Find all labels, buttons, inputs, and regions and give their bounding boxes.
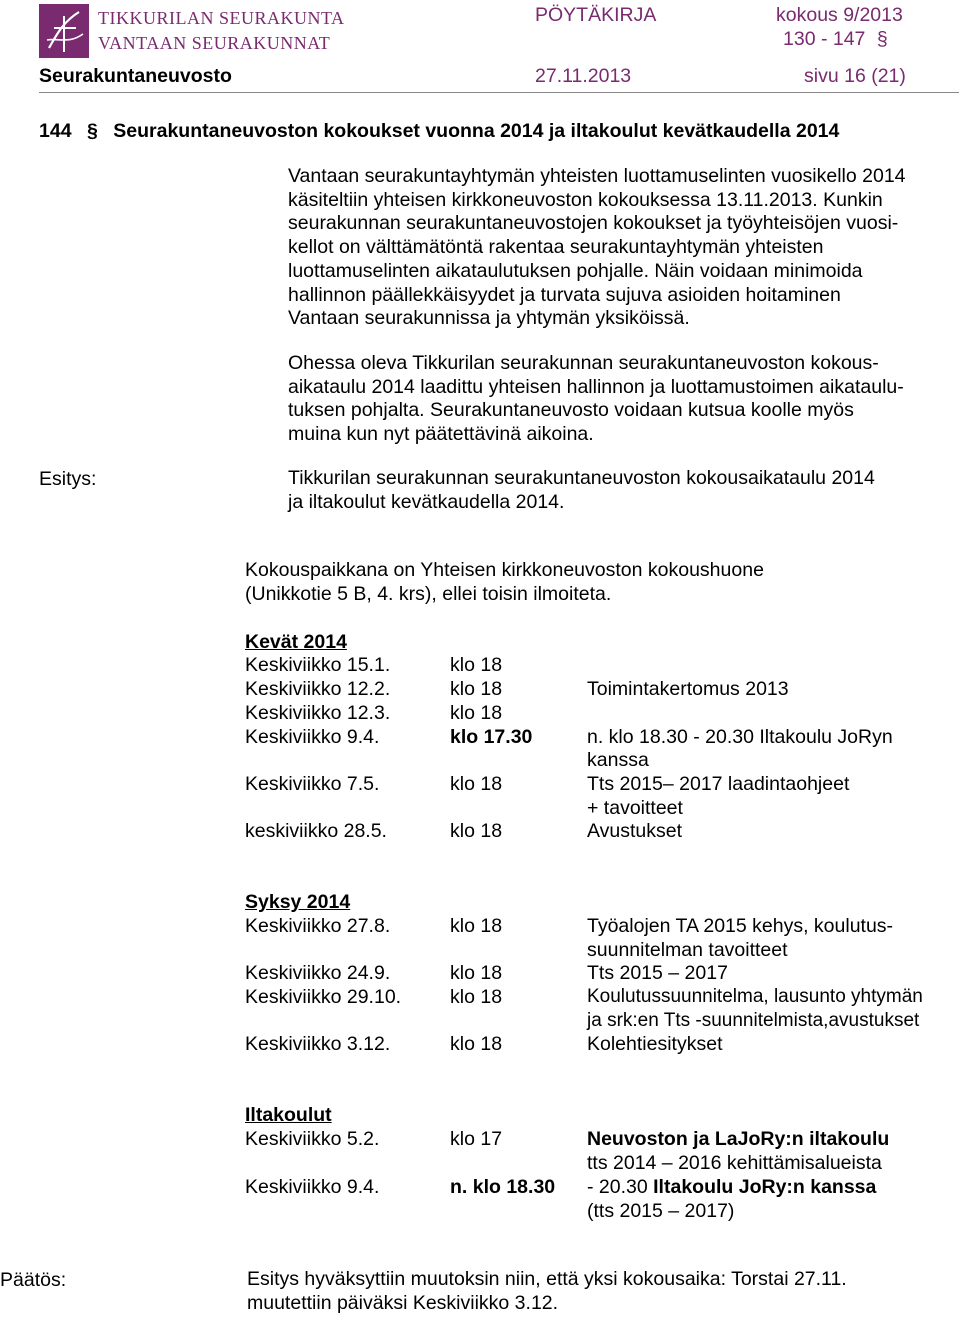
evening-time: n. klo 18.30	[450, 1176, 556, 1198]
text-line: Esitys hyväksyttiin muutoksin niin, että yksi kokousaika: Torstai 27.11.	[247, 1268, 847, 1290]
venue-text	[245, 559, 764, 606]
evening-day: Keskiviikko 9.4.	[245, 1176, 380, 1198]
logo-text-line1: TIKKURILAN SEURAKUNTA	[98, 8, 345, 28]
parish-logo-icon	[39, 4, 89, 58]
spring-day: keskiviikko 28.5.	[245, 820, 387, 842]
text-line: (Unikkotie 5 B, 4. krs), ellei toisin ilmoiteta.	[245, 582, 612, 605]
text-line: seurakunnan seurakuntaneuvostojen kokoukset ja työyhteisöjen vuosi-	[288, 212, 899, 235]
doc-type: PÖYTÄKIRJA	[535, 4, 657, 26]
decision-text	[247, 1268, 847, 1315]
spring-note-cont: + tavoitteet	[587, 797, 683, 819]
autumn-day: Keskiviikko 29.10.	[245, 986, 402, 1008]
spring-day: Keskiviikko 15.1.	[245, 654, 391, 676]
text-line: muina kun nyt päätettävinä aikoina.	[288, 423, 594, 446]
text-line: Kokouspaikkana on Yhteisen kirkkoneuvoston kokoushuone	[245, 559, 764, 581]
spring-note: Tts 2015– 2017 laadintaohjeet	[587, 773, 850, 795]
text-line: luottamuselinten aikataulutuksen pohjalle. Näin voidaan minimoida	[288, 259, 863, 282]
section-range-text: 130 - 147	[783, 28, 866, 50]
spring-note-cont: kanssa	[587, 749, 649, 771]
autumn-time: klo 18	[450, 986, 503, 1008]
autumn-day: Keskiviikko 24.9.	[245, 962, 391, 984]
logo-text-line2: VANTAAN SEURAKUNNAT	[98, 33, 331, 53]
autumn-note: Työalojen TA 2015 kehys, koulutus-	[587, 915, 894, 937]
text-line: Tikkurilan seurakunnan seurakuntaneuvoston kokousaikataulu 2014	[288, 467, 875, 489]
evening-heading: Iltakoulut	[245, 1104, 332, 1126]
text-line: aikataulu 2014 laadittu yhteisen hallinnon ja luottamustoimen aikataulu-	[288, 375, 904, 398]
evening-note-part: Iltakoulu JoRy:n kanssa	[653, 1176, 877, 1198]
autumn-note: Koulutussuunnitelma, lausunto yhtymän	[587, 986, 923, 1007]
section-mark: §	[876, 28, 888, 50]
autumn-note-cont: ja srk:en Tts -suunnitelmista,avustukset	[587, 1010, 920, 1031]
evening-note-cont: tts 2014 – 2016 kehittämisalueista	[587, 1152, 882, 1174]
evening-note-cont: (tts 2015 – 2017)	[587, 1200, 735, 1222]
spring-time: klo 17.30	[450, 726, 533, 748]
paragraph-2	[288, 352, 904, 447]
autumn-note-cont: suunnitelman tavoitteet	[587, 939, 788, 961]
spring-note: Avustukset	[587, 820, 683, 842]
paragraph-1	[288, 165, 906, 331]
proposal-label: Esitys:	[39, 468, 97, 490]
autumn-heading: Syksy 2014	[245, 891, 351, 913]
autumn-time: klo 18	[450, 1033, 503, 1055]
evening-time: klo 17	[450, 1128, 503, 1150]
text-line: ja iltakoulut kevätkaudella 2014.	[288, 490, 565, 513]
header-divider	[39, 92, 959, 93]
spring-time: klo 18	[450, 702, 503, 724]
meeting-number: kokous 9/2013	[776, 4, 903, 26]
text-line: Vantaan seurakuntayhtymän yhteisten luottamuselinten vuosikello 2014	[288, 165, 906, 187]
spring-note: Toimintakertomus 2013	[587, 678, 789, 700]
text-line: kellot on välttämätöntä rakentaa seurakuntayhtymän yhteisten	[288, 236, 824, 259]
text-line: Ohessa oleva Tikkurilan seurakunnan seurakuntaneuvoston kokous-	[288, 352, 879, 374]
text-line: tuksen pohjalta. Seurakuntaneuvosto voidaan kutsua koolle myös	[288, 399, 854, 422]
spring-note: n. klo 18.30 - 20.30 Iltakoulu JoRyn	[587, 726, 893, 748]
autumn-day: Keskiviikko 27.8.	[245, 915, 391, 937]
header-body: Seurakuntaneuvosto	[39, 65, 232, 87]
spring-time: klo 18	[450, 773, 503, 795]
text-line: hallinnon päällekkäisyydet ja turvata sujuva asioiden hoitaminen	[288, 283, 841, 306]
decision-label: Päätös:	[0, 1269, 67, 1291]
autumn-note: Kolehtiesitykset	[587, 1033, 723, 1055]
spring-day: Keskiviikko 9.4.	[245, 726, 380, 748]
autumn-day: Keskiviikko 3.12.	[245, 1033, 391, 1055]
item-title	[39, 120, 839, 143]
item-title-text: Seurakuntaneuvoston kokoukset vuonna 2014 ja iltakoulut kevätkaudella 2014	[113, 120, 840, 142]
section-range	[783, 28, 888, 51]
spring-day: Keskiviikko 12.2.	[245, 678, 391, 700]
spring-time: klo 18	[450, 820, 503, 842]
text-line: käsiteltiin yhteisen kirkkoneuvoston kokouksessa 13.11.2013. Kunkin	[288, 188, 883, 211]
evening-note: Neuvoston ja LaJoRy:n iltakoulu	[587, 1128, 890, 1150]
spring-time: klo 18	[450, 678, 503, 700]
autumn-time: klo 18	[450, 915, 503, 937]
text-line: muutettiin päiväksi Keskiviikko 3.12.	[247, 1291, 559, 1314]
proposal-text	[288, 467, 875, 514]
spring-day: Keskiviikko 12.3.	[245, 702, 391, 724]
spring-time: klo 18	[450, 654, 503, 676]
header-date: 27.11.2013	[535, 65, 632, 87]
evening-day: Keskiviikko 5.2.	[245, 1128, 380, 1150]
autumn-note: Tts 2015 – 2017	[587, 962, 728, 984]
item-mark: §	[86, 120, 98, 142]
evening-note	[587, 1175, 876, 1199]
spring-heading: Kevät 2014	[245, 631, 347, 653]
evening-note-part: - 20.30	[587, 1176, 654, 1198]
autumn-time: klo 18	[450, 962, 503, 984]
item-number: 144	[39, 120, 72, 142]
page-number: sivu 16 (21)	[804, 65, 906, 87]
text-line: Vantaan seurakunnissa ja yhtymän yksiköissä.	[288, 307, 690, 330]
spring-day: Keskiviikko 7.5.	[245, 773, 380, 795]
